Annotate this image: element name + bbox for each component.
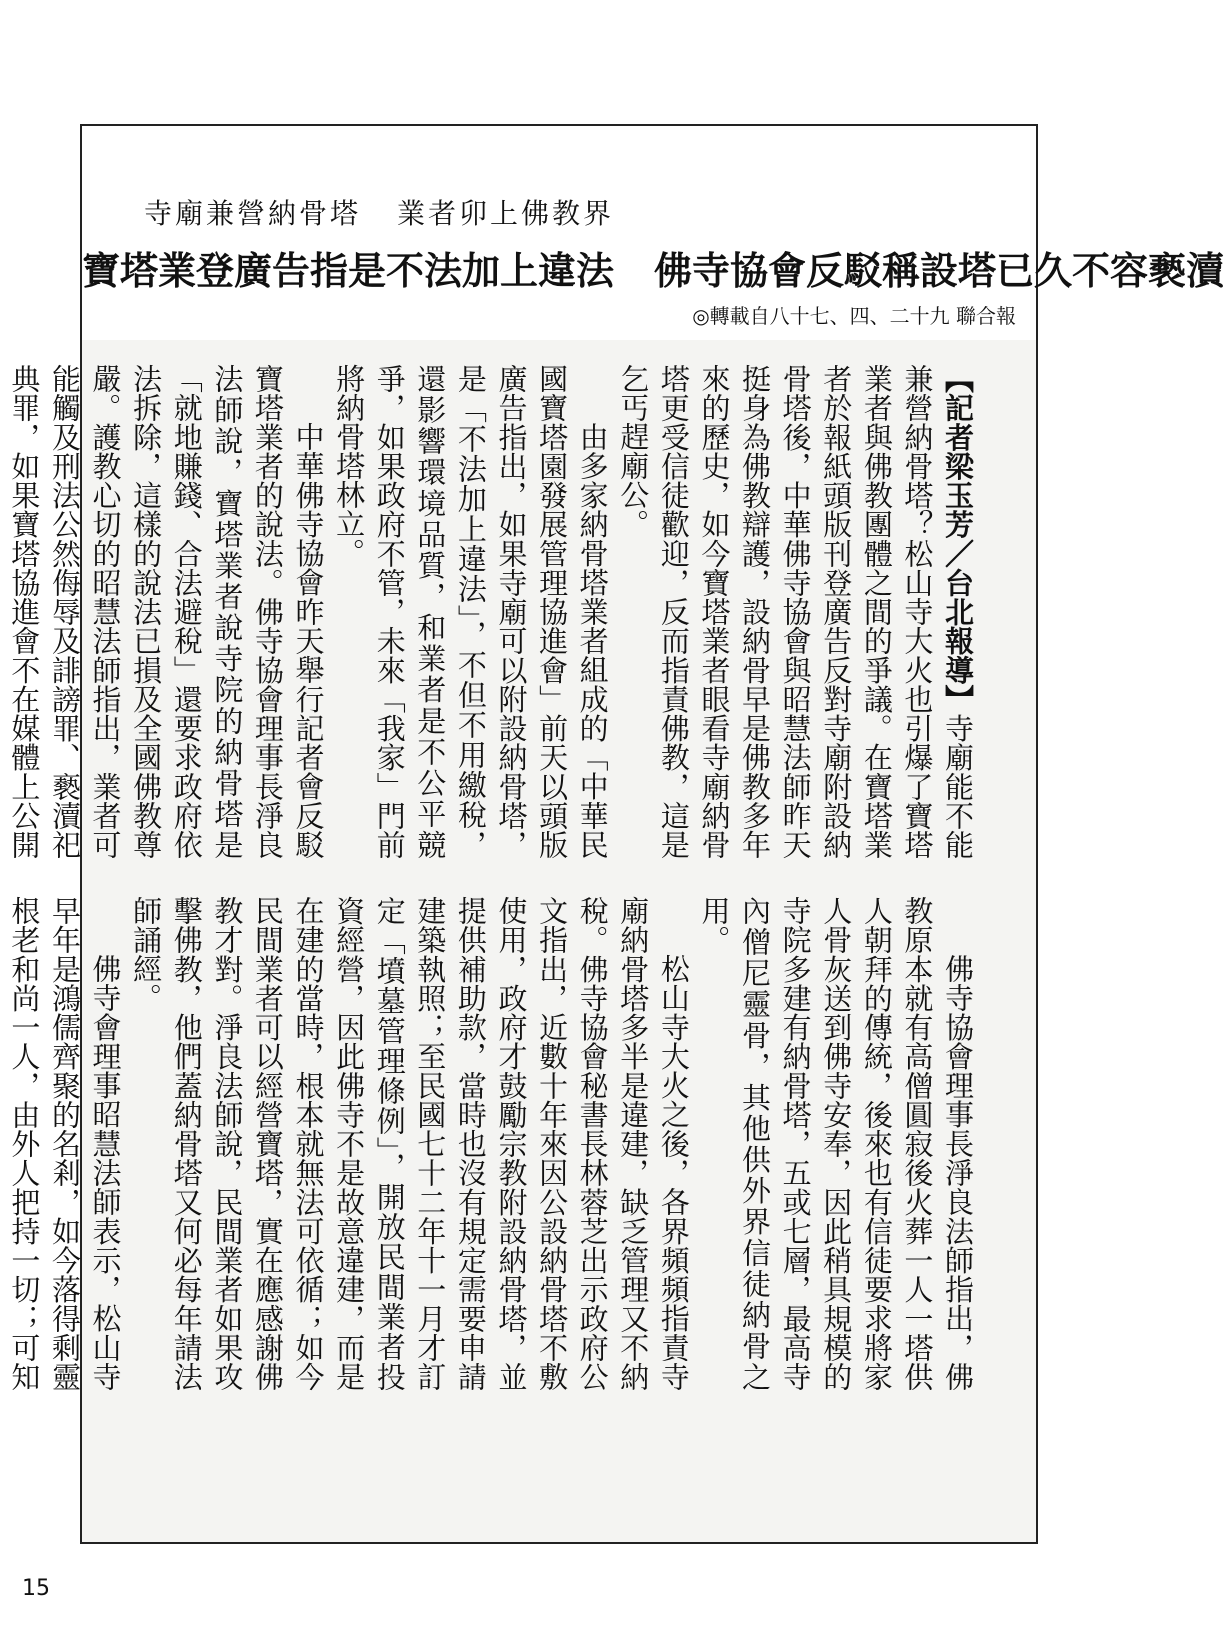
- article-header: [82, 126, 1224, 342]
- article-paragraph-1: [613, 364, 978, 859]
- article-paragraph-2: 由多家納骨塔業者組成的「中華民國寶塔園發展管理協進會」前天以頭版廣告指出，如果寺廟可以附設納骨塔，是「不法加上違法」，不但不用繳稅，還影響環境品質，和業者是不公平競爭，如果政府不管，未來「我家」門前將納骨塔林立。: [332, 364, 610, 859]
- page-number: 15: [22, 1576, 50, 1601]
- article-column-bottom: [7, 896, 978, 1391]
- article-body: [7, 340, 1036, 1542]
- article-frame: [7, 124, 1224, 1544]
- article-paragraph-7: 佛寺會理事昭慧法師表示，松山寺早年是鴻儒齊聚的名剎，如今落得剩靈根老和尚一人，由外人把持一切；可知: [7, 896, 123, 1391]
- source-credit: ◎轉載自八十七、四、二十九 聯合報: [692, 304, 1016, 328]
- kicker-right: 業者卯上佛教界: [397, 197, 615, 230]
- article-paragraph-5: 佛寺協會理事長淨良法師指出，佛教原本就有高僧圓寂後火葬一人一塔供人朝拜的傳統，後來也有信徒要求將家人骨灰送到佛寺安奉，因此稍具規模的寺院多建有納骨塔，五或七層，最高寺內僧尼靈骨，其他供外界信徒納骨之用。: [697, 896, 975, 1391]
- headline: [82, 240, 1224, 295]
- article-column-top: [7, 364, 978, 859]
- byline: 【記者梁玉芳／台北報導】: [941, 364, 975, 714]
- article-paragraph-6: 松山寺大火之後，各界頻頻指責寺廟納骨塔多半是違建，缺乏管理又不納稅。佛寺協會秘書長林蓉芝出示政府公文指出，近數十年來因公設納骨塔不敷使用，政府才鼓勵宗教附設納骨塔，並提供補助款，當時也沒有規定需要申請建築執照；至民國七十二年十一月才訂定「墳墓管理條例」，開放民間業者投資經營，因此佛寺不是故意違建，而是在建的當時，根本就無法可依循；如今民間業者可以經營寶塔，實在應感謝佛教才對。淨良法師說，民間業者如果攻擊佛教，他們蓋納骨塔又何必每年請法師誦經。: [129, 896, 691, 1391]
- kicker-left: 寺廟兼營納骨塔: [144, 197, 362, 230]
- kicker: [144, 192, 614, 232]
- article-paragraph-3: 中華佛寺協會昨天舉行記者會反駁寶塔業者的說法。佛寺協會理事長淨良法師說，寶塔業者說寺院的納骨塔是「就地賺錢、合法避稅」還要求政府依法拆除，這樣的說法已損及全國佛教尊嚴。護教心切的昭慧法師指出，業者可能觸及刑法公然侮辱及誹謗罪、褻瀆祀典罪，如果寶塔協進會不在媒體上公開: [7, 364, 326, 859]
- paragraph-text: 寺廟能不能兼營納骨塔？松山寺大火也引爆了寶塔業者與佛教團體之間的爭議。在寶塔業者於報紙頭版刊登廣告反對寺廟附設納骨塔後，中華佛寺協會與昭慧法師昨天挺身為佛教辯護，設納骨早是佛教多年來的歷史，如今寶塔業者眼看寺廟納骨塔更受信徒歡迎，反而指責佛教，這是乞丐趕廟公。: [616, 364, 975, 859]
- headline-left: 寶塔業登廣告指是不法加上違法: [82, 249, 615, 293]
- headline-right: 佛寺協會反駁稱設塔已久不容褻瀆: [654, 249, 1224, 293]
